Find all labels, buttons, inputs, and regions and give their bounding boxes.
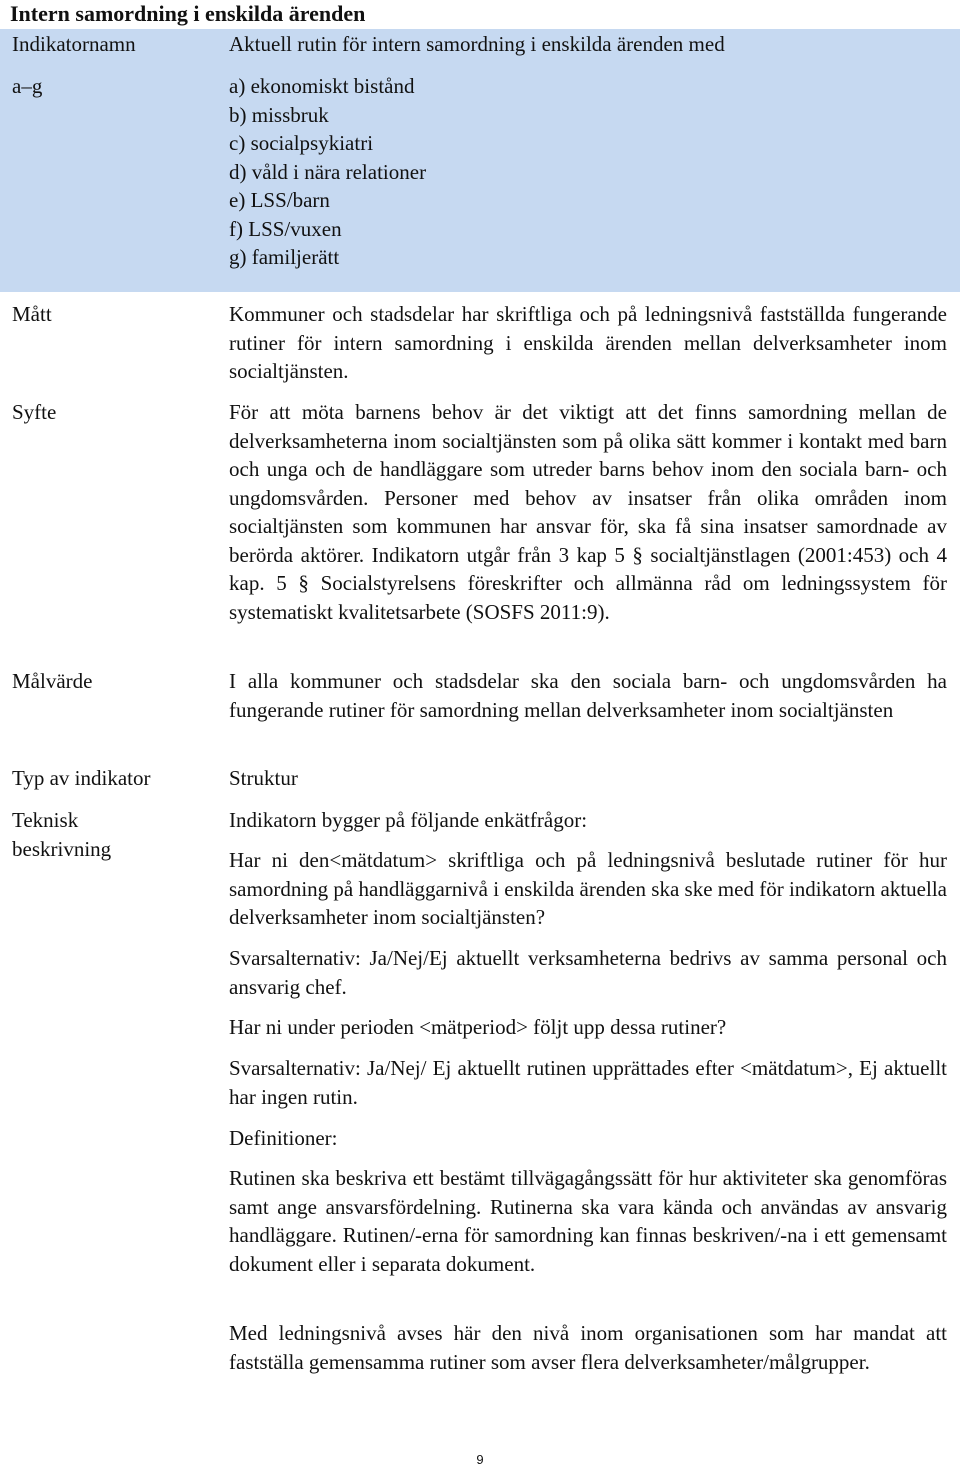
list-item: c) socialpsykiatri — [229, 131, 374, 155]
value-indikatornamn: Aktuell rutin för intern samordning i enskilda ärenden med — [229, 32, 725, 56]
teknisk-intro: Indikatorn bygger på följande enkätfrågor: — [229, 808, 588, 832]
page-number: 9 — [476, 1452, 484, 1467]
label-beskrivning: beskrivning — [12, 836, 112, 861]
page-title: Intern samordning i enskilda ärenden — [10, 1, 366, 26]
teknisk-answer-options-2: Svarsalternativ: Ja/Nej/ Ej aktuellt rutinen upprättades efter <mätdatum>, Ej aktuellt har ingen rutin. — [229, 1056, 947, 1109]
list-item: g) familjerätt — [229, 245, 340, 269]
definitions-label: Definitioner: — [229, 1126, 338, 1150]
value-syfte: För att möta barnens behov är det viktigt att det finns samordning mellan de delverksamheterna inom socialtjänsten som på olika sätt kommer i kontakt med barn och unga och de handläggare som utreder barns behov inom den sociala barn- och ungdomsvården. Personer med behov av insatser från olika områden inom socialtjänsten som kommunen har ansvar för, ska få sina insatser samordnade av berörda aktörer. Indikatorn utgår från 3 kap 5 § socialtjänstlagen (2001:453) och 4 kap. 5 § Socialstyrelsens föreskrifter och allmänna råd om ledningssystem för systematiskt kvalitetsarbete (SOSFS 2011:9). — [229, 400, 947, 624]
list-item: a) ekonomiskt bistånd — [229, 74, 415, 98]
teknisk-question-1: Har ni den<mätdatum> skriftliga och på ledningsnivå beslutade rutiner för hur samordning på handläggarnivå i enskilda ärenden ska ske med för indikatorn aktuella delverksamheter inom socialtjänsten? — [229, 848, 947, 929]
value-matt: Kommuner och stadsdelar har skriftliga och på ledningsnivå fastställda fungerande rutiner för intern samordning i enskilda ärenden mellan delverksamheter inom socialtjänsten. — [229, 302, 947, 383]
a-g-list — [229, 72, 947, 272]
label-a-g: a–g — [12, 74, 43, 98]
definition-ledningsniva: Med ledningsnivå avses här den nivå inom organisationen som har mandat att fastställa gemensamma rutiner som avser flera delverksamheter/målgrupper. — [229, 1321, 947, 1374]
list-item: b) missbruk — [229, 102, 329, 127]
value-typ: Struktur — [229, 766, 298, 790]
label-matt: Mått — [12, 302, 52, 326]
teknisk-question-2: Har ni under perioden <mätperiod> följt upp dessa rutiner? — [229, 1015, 727, 1039]
teknisk-answer-options-1: Svarsalternativ: Ja/Nej/Ej aktuellt verksamheterna bedrivs av samma personal och ansvarig chef. — [229, 946, 947, 999]
label-typ: Typ av indikator — [12, 766, 151, 790]
list-item: e) LSS/barn — [229, 188, 330, 212]
label-malvarde: Målvärde — [12, 669, 93, 693]
definition-rutin: Rutinen ska beskriva ett bestämt tillvägagångssätt för hur aktiviteter ska genomföras samt ange ansvarsfördelning. Rutinerna ska vara kända och användas av ansvarig handläggare. Rutinen/-erna för samordning kan finnas beskriven/-na i ett gemensamt dokument eller i separata dokument. — [229, 1166, 947, 1276]
value-malvarde: I alla kommuner och stadsdelar ska den sociala barn- och ungdomsvården ha fungerande rutiner för samordning mellan delverksamheter inom socialtjänsten — [229, 669, 947, 722]
list-item: d) våld i nära relationer — [229, 159, 427, 184]
label-teknisk-beskrivning — [12, 806, 212, 863]
label-teknisk: Teknisk — [12, 808, 79, 832]
label-syfte: Syfte — [12, 400, 57, 424]
label-indikatornamn: Indikatornamn — [12, 32, 136, 56]
list-item: f) LSS/vuxen — [229, 216, 342, 241]
